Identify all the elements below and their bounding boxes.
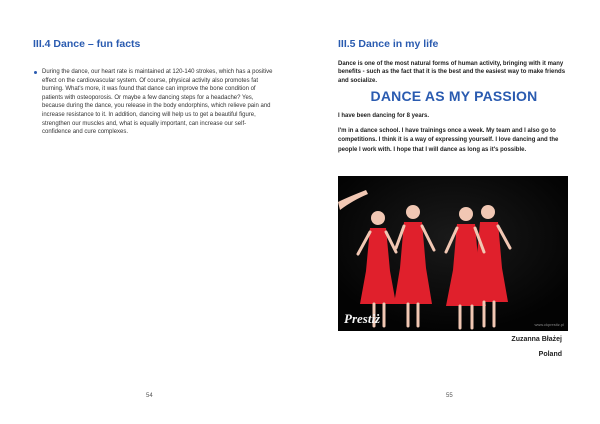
right-page <box>300 0 600 424</box>
years-paragraph: I have been dancing for 8 years. <box>338 113 430 119</box>
author-name: Zuzanna Błażej <box>511 336 562 343</box>
dancers-photo <box>338 176 568 331</box>
photo-watermark: www.ckprestiz.pl <box>534 322 564 327</box>
bullet-icon <box>34 71 37 74</box>
page-number-left: 54 <box>146 393 153 399</box>
section-heading-dance-in-my-life: III.5 Dance in my life <box>338 38 439 50</box>
bullet-item <box>42 68 274 137</box>
photo-logo: Prestiż <box>344 311 381 326</box>
passion-title: DANCE AS MY PASSION <box>370 88 538 104</box>
section-heading-fun-facts: III.4 Dance – fun facts <box>33 38 141 50</box>
page-number-right: 55 <box>446 393 453 399</box>
intro-paragraph: Dance is one of the most natural forms of human activity, bringing with it many benefits - such as the fact that it is the best and the easiest way to make friends and socialize. <box>338 61 566 84</box>
fun-facts-text: During the dance, our heart rate is maintained at 120-140 strokes, which has a positive effect on the cardiovascular system. Of course, physical activity also promotes fat burning. What's more, it was found that dance can improve the bone condition of patients with osteoporosis. Or maybe a few dancing steps for a headache? Yes, because during the dance, you release in the body endorphins, which relieve pain and increase resistance to it. In addition, dancing will help us to get a beautiful figure, strengthen our muscles and, what is equally important, can increase our self-confidence and cure complexes. <box>42 69 273 136</box>
school-paragraph: I'm in a dance school. I have trainings once a week. My team and I also go to competitions. I think it is a way of expressing yourself. I love dancing and the people I work with. I hope that I will dance as long as it's possible. <box>338 128 559 153</box>
author-country: Poland <box>538 351 562 358</box>
